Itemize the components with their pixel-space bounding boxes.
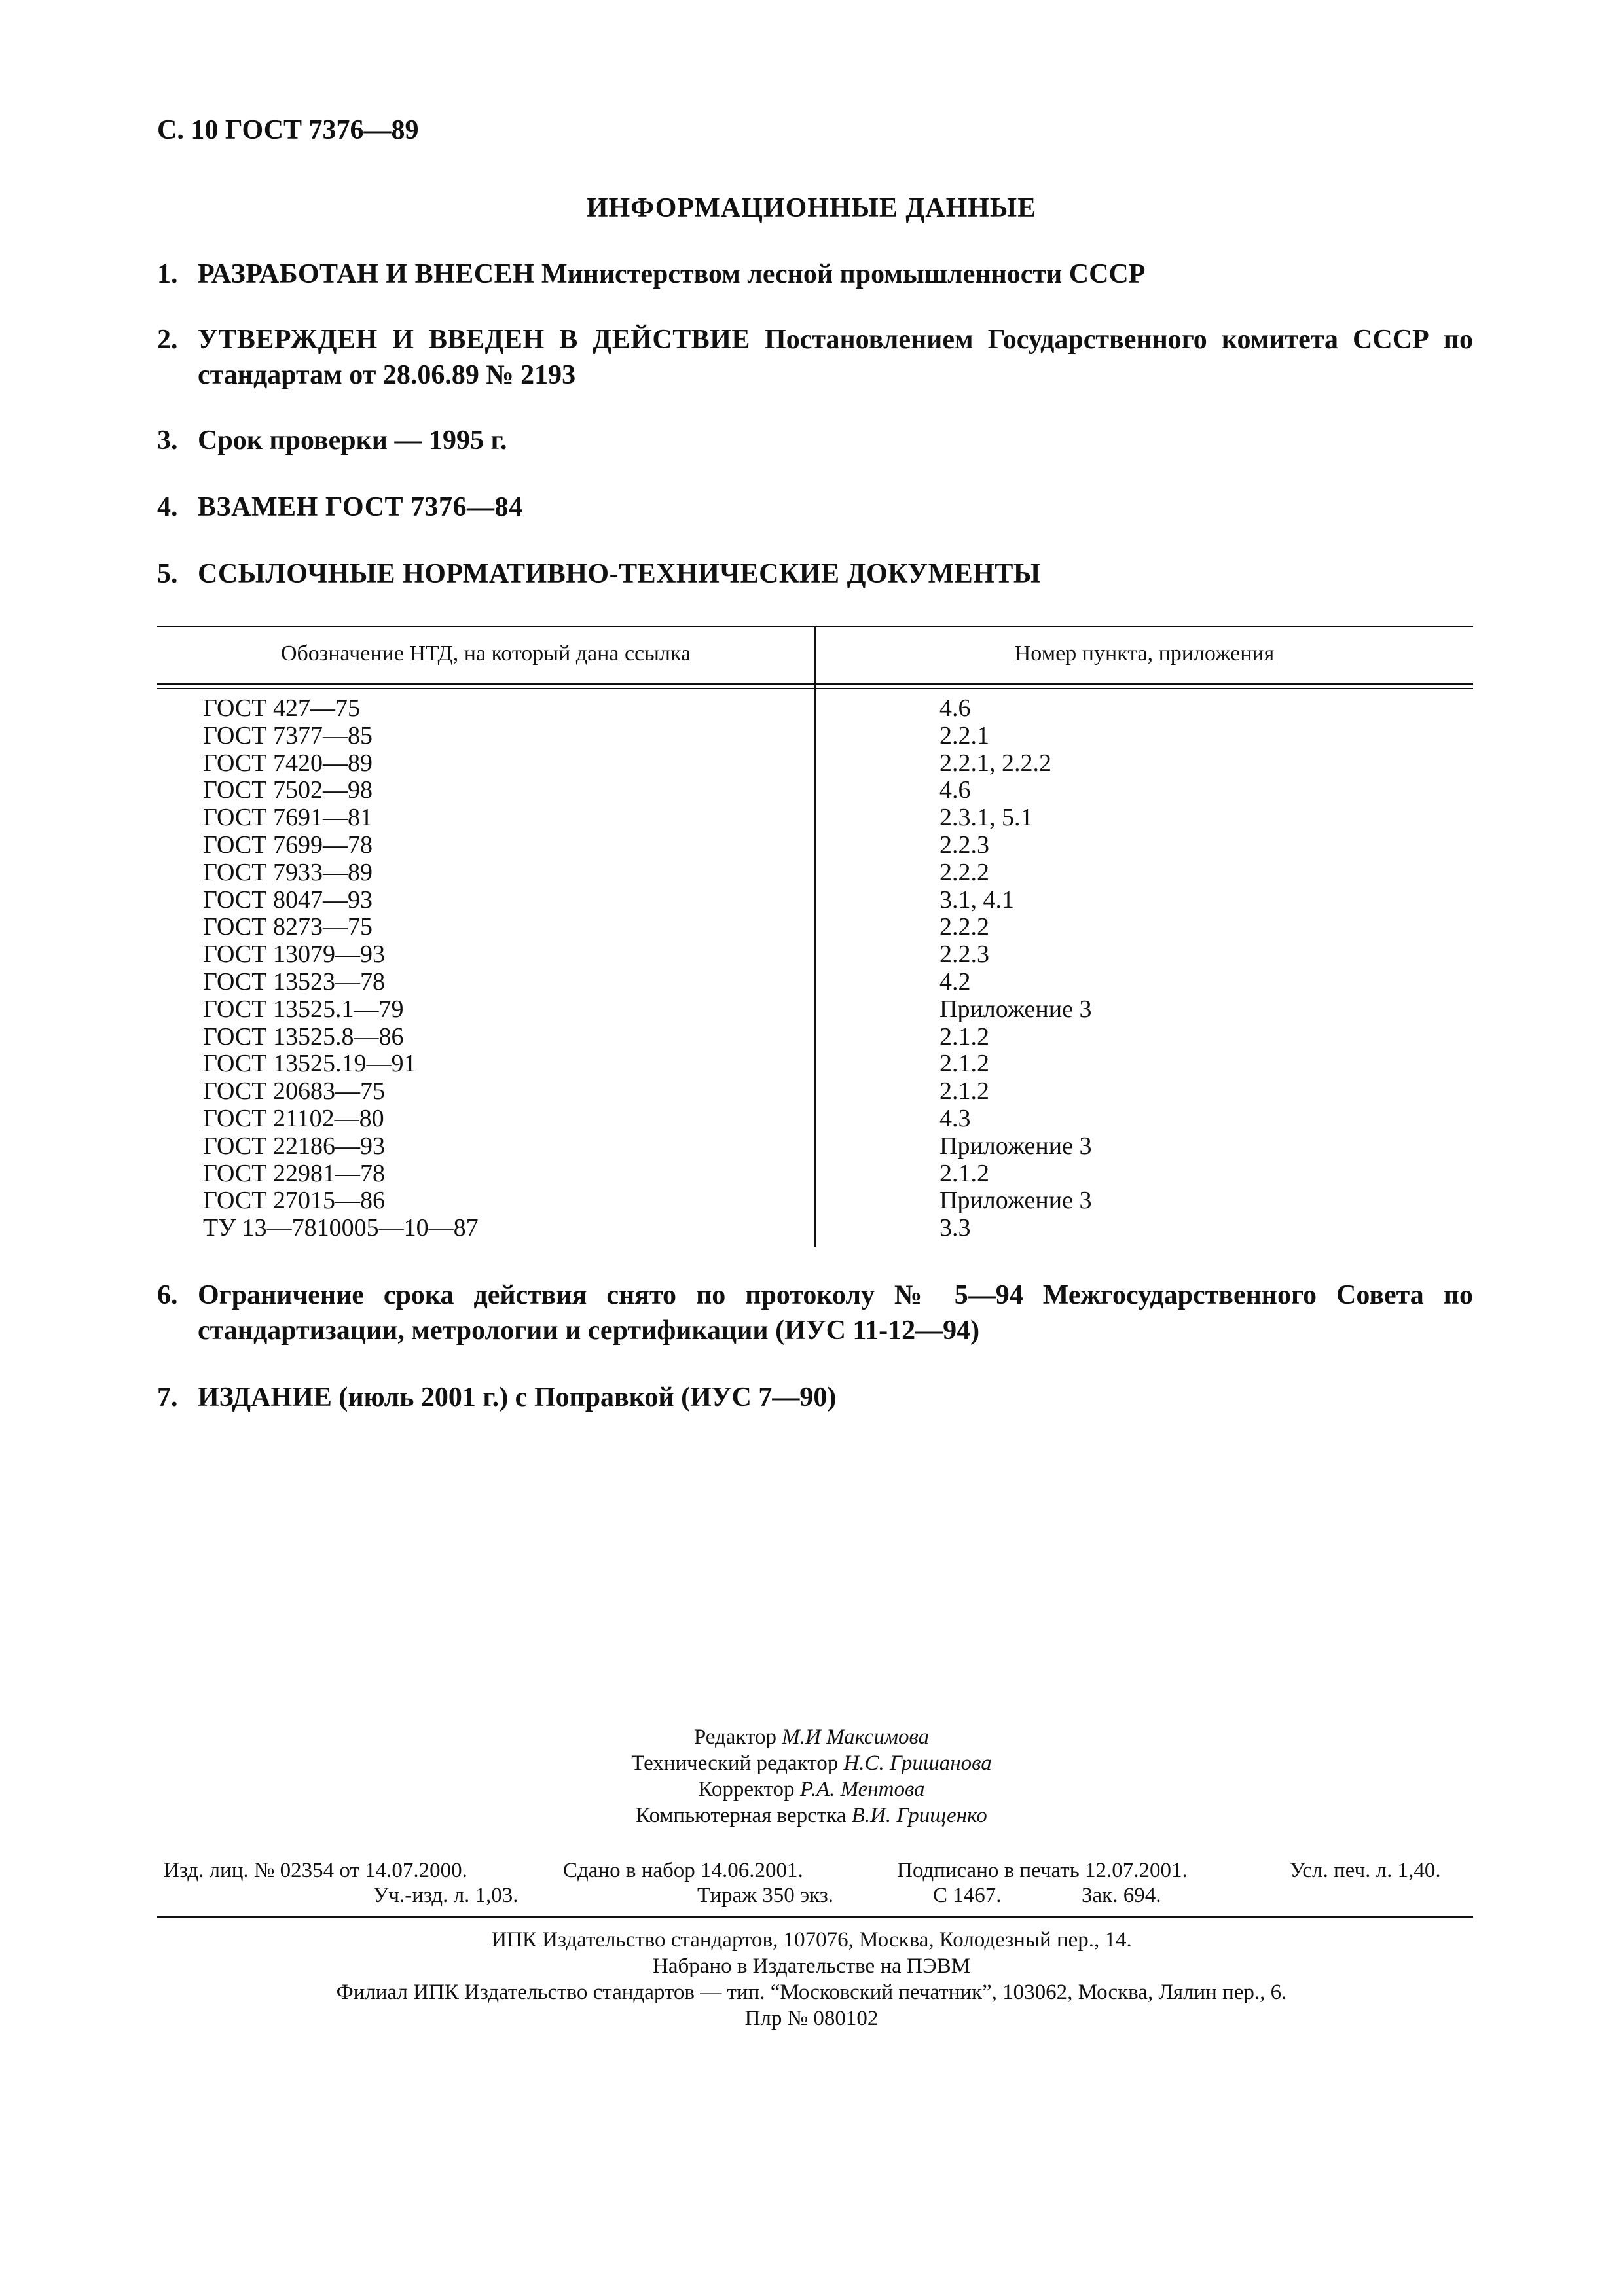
footer-line: Плр № 080102 (744, 2007, 879, 2030)
table-cell: ГОСТ 13525.19—91 (203, 1050, 416, 1078)
item-caps: ВЗАМЕН ГОСТ 7376—84 (198, 492, 523, 522)
table-cell: 3.3 (939, 1214, 971, 1242)
credit-line (0, 1803, 1623, 1829)
table-cell: ГОСТ 7933—89 (203, 858, 373, 886)
table-cell: ГОСТ 20683—75 (203, 1077, 385, 1105)
table-cell: 2.3.1, 5.1 (939, 804, 1033, 832)
table-cell: Приложение 3 (939, 1132, 1092, 1160)
credit-role: Корректор (698, 1778, 795, 1801)
table-cell: 2.1.2 (939, 1022, 989, 1050)
credits-block (0, 1724, 1623, 1829)
item-number: 6. (157, 1280, 178, 1310)
credit-name: Н.С. Гришанова (843, 1751, 992, 1775)
item-caps: ССЫЛОЧНЫЕ НОРМАТИВНО-ТЕХНИЧЕСКИЕ ДОКУМЕНТЫ (198, 559, 1041, 589)
item-number: 7. (157, 1382, 178, 1412)
table-cell: 3.1, 4.1 (939, 886, 1014, 914)
imprint-rule (157, 1916, 1473, 1918)
table-cell: 2.1.2 (939, 1159, 989, 1187)
item-caps: УТВЕРЖДЕН И ВВЕДЕН В ДЕЙСТВИЕ (198, 325, 750, 355)
item-text: Срок проверки — 1995 г. (198, 425, 507, 456)
credit-role: Технический редактор (631, 1751, 839, 1775)
table-cell: ГОСТ 427—75 (203, 694, 360, 722)
imprint-signed: Подписано в печать 12.07.2001. (897, 1859, 1188, 1882)
table-cell: 2.2.1 (939, 721, 989, 749)
credit-line (0, 1750, 1623, 1776)
item-number: 1. (157, 259, 178, 289)
table-cell: 2.2.2 (939, 858, 989, 886)
table-cell: Приложение 3 (939, 995, 1092, 1023)
table-cell: ГОСТ 8273—75 (203, 913, 373, 941)
imprint-sheets: Усл. печ. л. 1,40. (1290, 1859, 1441, 1882)
item-text: Постановлением Государственного комитета СССР по стандартам от 28.06.89 № 2193 (198, 325, 1473, 390)
table-cell: Приложение 3 (939, 1187, 1092, 1215)
table-cell: ГОСТ 7699—78 (203, 831, 373, 859)
item-number: 3. (157, 425, 178, 456)
table-cell: ГОСТ 27015—86 (203, 1187, 385, 1215)
table-cell: 2.2.3 (939, 831, 989, 859)
imprint-publ-sheets: Уч.-изд. л. 1,03. (373, 1884, 519, 1907)
credit-line (0, 1724, 1623, 1750)
table-cell: 4.6 (939, 776, 971, 804)
table-col-designation (203, 695, 479, 1242)
info-item-1 (157, 257, 1473, 292)
imprint-code: С 1467. (933, 1884, 1002, 1907)
credit-line (0, 1776, 1623, 1803)
table-cell: ГОСТ 7420—89 (203, 749, 373, 777)
credit-role: Компьютерная верстка (636, 1804, 847, 1827)
item-text: ИЗДАНИЕ (июль 2001 г.) с Поправкой (ИУС 7—90) (198, 1382, 837, 1412)
item-number: 2. (157, 325, 178, 355)
imprint-print-run: Тираж 350 экз. (697, 1884, 833, 1907)
item-number: 5. (157, 559, 178, 589)
info-item-7 (157, 1380, 1473, 1415)
footer-line: Набрано в Издательстве на ПЭВМ (653, 1954, 970, 1978)
item-number: 4. (157, 492, 178, 522)
imprint-license: Изд. лиц. № 02354 от 14.07.2000. (164, 1859, 467, 1882)
publisher-footer (0, 1927, 1623, 2032)
credit-name: М.И Максимова (782, 1725, 930, 1749)
table-cell: ГОСТ 13079—93 (203, 941, 385, 969)
table-header-designation: Обозначение НТД, на который дана ссылка (280, 641, 691, 666)
table-cell: 4.2 (939, 967, 971, 996)
info-item-5 (157, 556, 1473, 592)
info-item-4 (157, 490, 1473, 525)
table-cell: 2.1.2 (939, 1050, 989, 1078)
table-cell: ГОСТ 13523—78 (203, 967, 385, 996)
footer-line: ИПК Издательство стандартов, 107076, Москва, Колодезный пер., 14. (491, 1928, 1132, 1952)
table-cell: 2.1.2 (939, 1077, 989, 1105)
table-col-clause (939, 695, 1091, 1242)
credit-name: В.И. Грищенко (851, 1804, 987, 1827)
imprint-order: Зак. 694. (1082, 1884, 1161, 1907)
table-cell: ГОСТ 22981—78 (203, 1159, 385, 1187)
item-text: Ограничение срока действия снято по протоколу № 5—94 Межгосударственного Совета по стандартизации, метрологии и сертификации (ИУС 11-12—94) (198, 1280, 1473, 1346)
table-cell: ГОСТ 7502—98 (203, 776, 373, 804)
credit-name: Р.А. Ментова (799, 1778, 925, 1801)
table-column-divider (814, 626, 816, 1247)
info-item-6 (157, 1278, 1473, 1348)
table-cell: ГОСТ 7691—81 (203, 804, 373, 832)
info-item-2 (157, 322, 1473, 393)
footer-line: Филиал ИПК Издательство стандартов — тип. “Московский печатник”, 103062, Москва, Лялин пер., 6. (336, 1981, 1287, 2004)
table-cell: ГОСТ 22186—93 (203, 1132, 385, 1160)
credit-role: Редактор (693, 1725, 777, 1749)
table-cell: ТУ 13—7810005—10—87 (203, 1214, 479, 1242)
table-cell: ГОСТ 13525.1—79 (203, 995, 404, 1023)
table-cell: ГОСТ 7377—85 (203, 721, 373, 749)
table-cell: ГОСТ 8047—93 (203, 886, 373, 914)
page-header: С. 10 ГОСТ 7376—89 (157, 115, 419, 145)
item-text: Министерством лесной промышленности СССР (534, 259, 1146, 289)
item-caps: РАЗРАБОТАН И ВНЕСЕН (198, 259, 535, 289)
table-cell: 2.2.1, 2.2.2 (939, 749, 1051, 777)
table-cell: ГОСТ 13525.8—86 (203, 1022, 404, 1050)
table-cell: 2.2.2 (939, 913, 989, 941)
table-cell: 4.3 (939, 1104, 971, 1132)
table-cell: 2.2.3 (939, 941, 989, 969)
table-header-clause: Номер пункта, приложения (1014, 641, 1275, 666)
imprint-typeset: Сдано в набор 14.06.2001. (563, 1859, 803, 1882)
page-title: ИНФОРМАЦИОННЫЕ ДАННЫЕ (586, 193, 1037, 223)
info-item-3 (157, 423, 1473, 458)
table-cell: 4.6 (939, 694, 971, 722)
table-cell: ГОСТ 21102—80 (203, 1104, 384, 1132)
